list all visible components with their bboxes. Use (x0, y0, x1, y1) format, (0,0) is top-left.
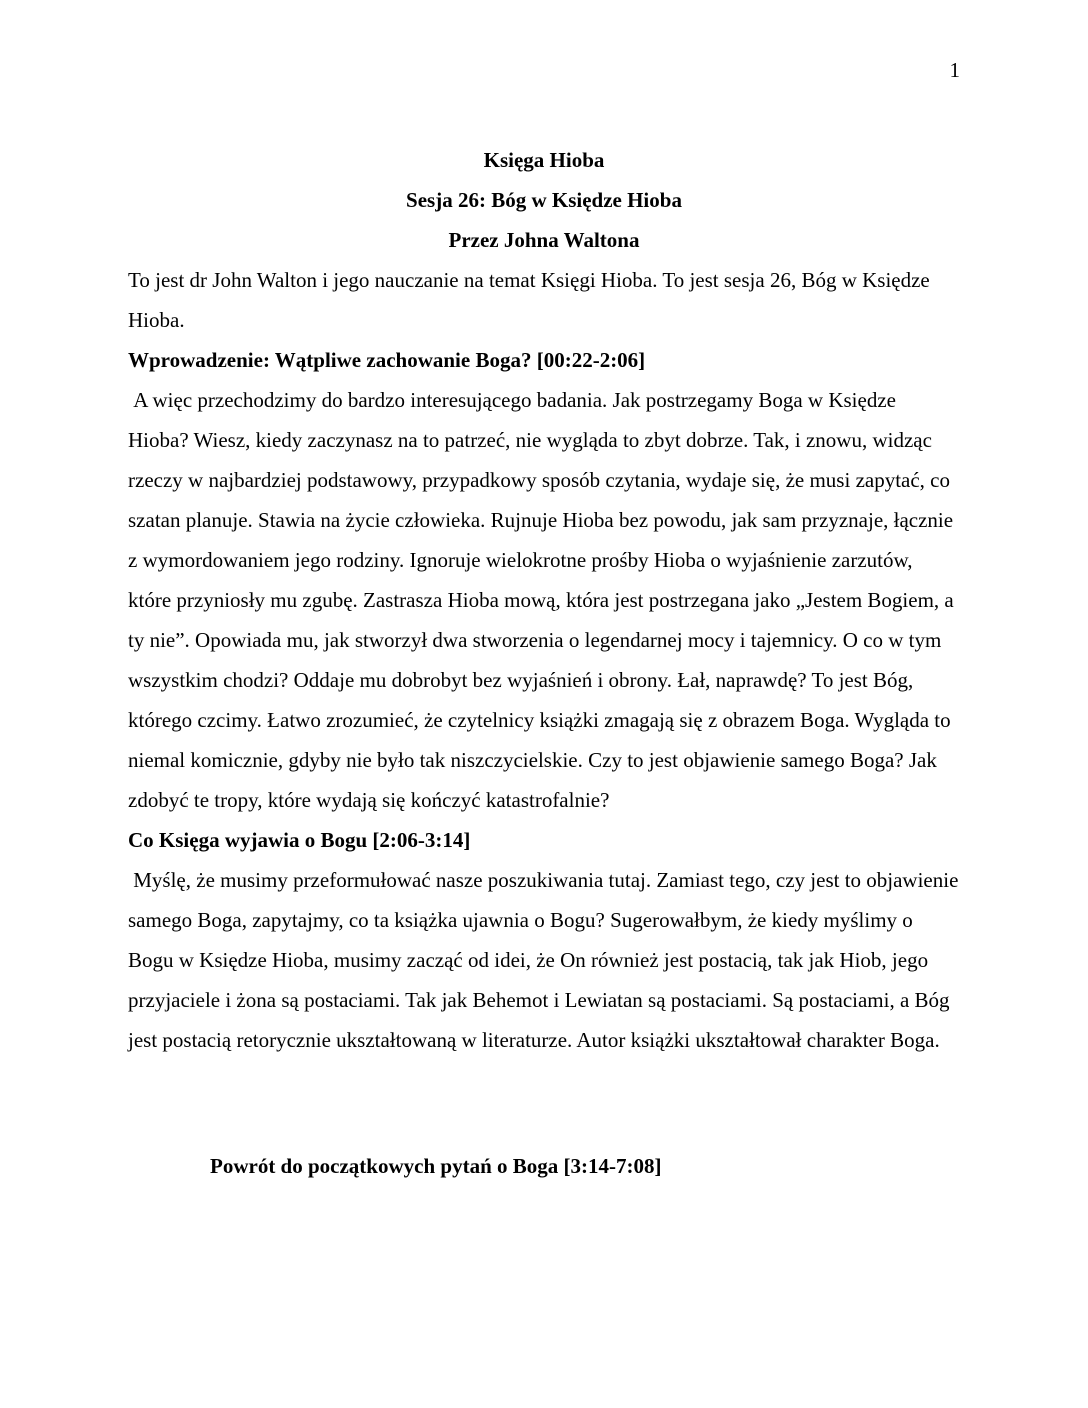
session-subtitle: Sesja 26: Bóg w Księdze Hioba (406, 188, 682, 212)
page-number: 1 (949, 58, 960, 82)
title-block (128, 140, 960, 260)
document-title: Księga Hioba (483, 148, 605, 172)
section-body-what-book-reveals: Myślę, że musimy przeformułować nasze poszukiwania tutaj. Zamiast tego, czy jest to objawienie samego Boga, zapytajmy, co ta książka ujawnia o Bogu? Sugerowałbym, że kiedy myślimy o Bogu w Księdze Hioba, musimy zacząć od idei, że On również jest postacią, tak jak Hiob, jego przyjaciele i żona są postaciami. Tak jak Behemot i Lewiatan są postaciami. Są postaciami, a Bóg jest postacią retorycznie ukształtowaną w literaturze. Autor książki ukształtował charakter Boga. (128, 868, 964, 1052)
intro-paragraph: To jest dr John Walton i jego nauczanie na temat Księgi Hioba. To jest sesja 26, Bóg w Księdze Hioba. (128, 268, 936, 332)
author-line: Przez Johna Waltona (448, 228, 640, 252)
next-section-heading: Powrót do początkowych pytań o Boga [3:14-7:08] (210, 1154, 662, 1178)
section-body-introduction: A więc przechodzimy do bardzo interesującego badania. Jak postrzegamy Boga w Księdze Hioba? Wiesz, kiedy zaczynasz na to patrzeć, nie wygląda to zbyt dobrze. Tak, i znowu, widząc rzeczy w najbardziej podstawowy, przypadkowy sposób czytania, wydaje się, że musi zapytać, co szatan planuje. Stawia na życie człowieka. Rujnuje Hioba bez powodu, jak sam przyznaje, łącznie z wymordowaniem jego rodziny. Ignoruje wielokrotne prośby Hioba o wyjaśnienie zarzutów, które przyniosły mu zgubę. Zastrasza Hioba mową, która jest postrzegana jako „Jestem Bogiem, a ty nie”. Opowiada mu, jak stworzył dwa stworzenia o legendarnej mocy i tajemnicy. O co w tym wszystkim chodzi? Oddaje mu dobrobyt bez wyjaśnień i obrony. Łał, naprawdę? To jest Bóg, którego czcimy. Łatwo zrozumieć, że czytelnicy książki zmagają się z obrazem Boga. Wygląda to niemal komicznie, gdyby nie było tak niszczycielskie. Czy to jest objawienie samego Boga? Jak zdobyć te tropy, które wydają się kończyć katastrofalnie? (128, 388, 959, 812)
section-heading-what-book-reveals: Co Księga wyjawia o Bogu [2:06-3:14] (128, 828, 471, 852)
section-heading-introduction: Wprowadzenie: Wątpliwe zachowanie Boga? [00:22-2:06] (128, 348, 646, 372)
